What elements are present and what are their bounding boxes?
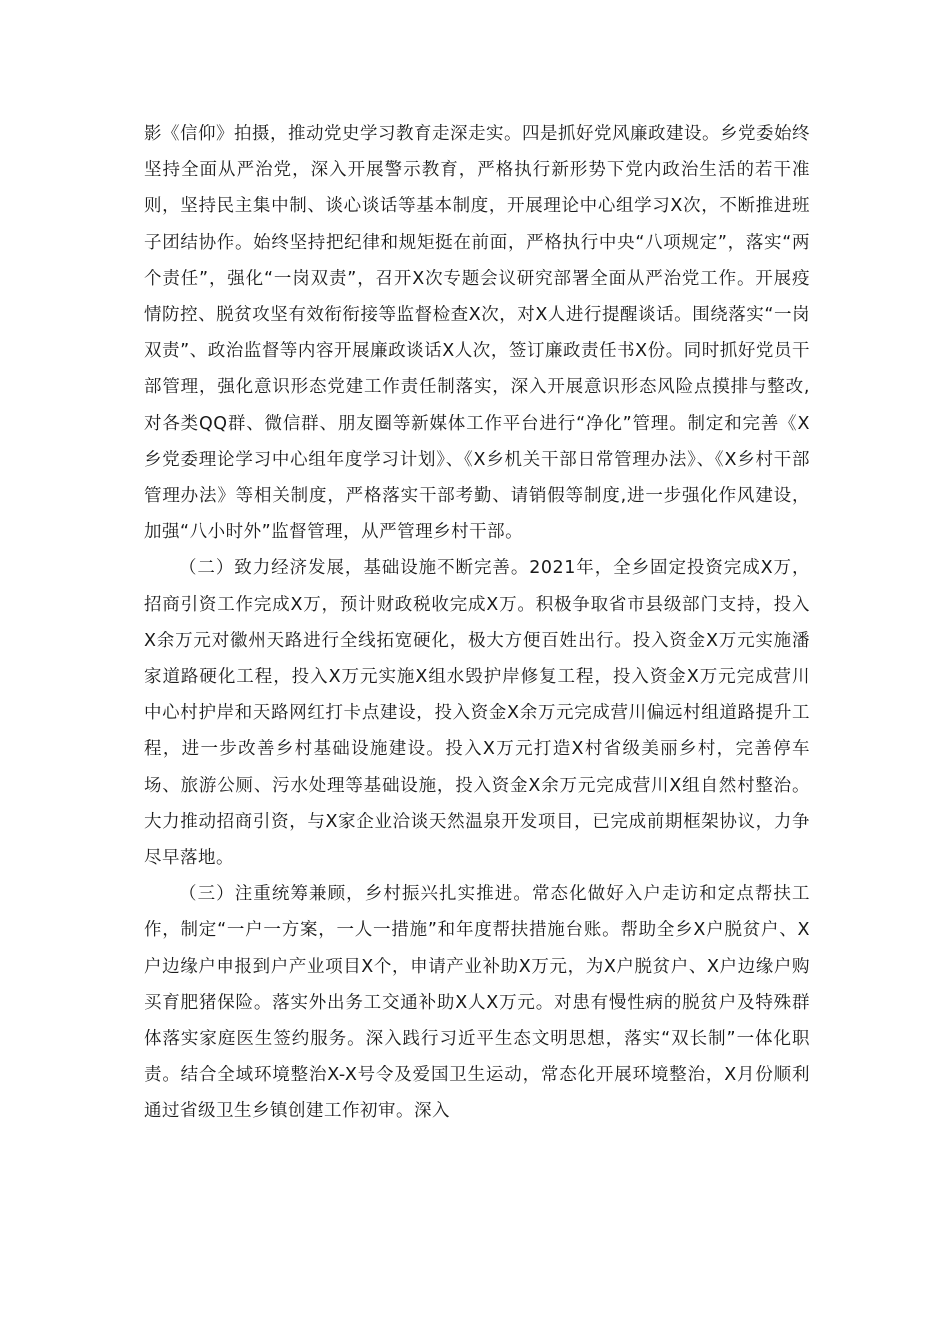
paragraph-economic-development: （二）致力经济发展，基础设施不断完善。2021年，全乡固定投资完成X万，招商引资工作完成X万，预计财政税收完成X万。积极争取省市县级部门支持，投入X余万元对徽州天路进行全线拓宽硬化，极大方便百姓出行。投入资金X万元实施潘家道路硬化工程，投入X万元实施X组水毁护岸修复工程，投入资金X万元完成营川中心村护岸和天路网红打卡点建设，投入资金X余万元完成营川偏远村组道路提升工程，进一步改善乡村基础设施建设。投入X万元打造X村省级美丽乡村，完善停车场、旅游公厕、污水处理等基础设施，投入资金X余万元完成营川X组自然村整治。大力推动招商引资，与X家企业洽谈天然温泉开发项目，已完成前期框架协议，力争尽早落地。 [144, 558, 810, 869]
paragraph-rural-revitalization: （三）注重统筹兼顾，乡村振兴扎实推进。常态化做好入户走访和定点帮扶工作，制定“一户一方案，一人一措施”和年度帮扶措施台账。帮助全乡X户脱贫户、X户边缘户申报到户产业项目X个，申请产业补助X万元，为X户脱贫户、X户边缘户购买育肥猪保险。落实外出务工交通补助X人X万元。对患有慢性病的脱贫户及特殊群体落实家庭医生签约服务。深入践行习近平生态文明思想，落实“双长制”一体化职责。结合全域环境整治X-X号令及爱国卫生运动，常态化开展环境整治，X月份顺利通过省级卫生乡镇创建工作初审。深入 [144, 884, 810, 1122]
body-text [144, 116, 810, 1130]
paragraph-party-conduct: 影《信仰》拍摄，推动党史学习教育走深走实。四是抓好党风廉政建设。乡党委始终坚持全面从严治党，深入开展警示教育，严格执行新形势下党内政治生活的若干准则，坚持民主集中制、谈心谈话等基本制度，开展理论中心组学习X次，不断推进班子团结协作。始终坚持把纪律和规矩挺在前面，严格执行中央“八项规定”，落实“两个责任”，强化“一岗双责”，召开X次专题会议研究部署全面从严治党工作。开展疫情防控、脱贫攻坚有效衔衔接等监督检查X次，对X人进行提醒谈话。围绕落实“一岗双责”、政治监督等内容开展廉政谈话X人次，签订廉政责任书X份。同时抓好党员干部管理，强化意识形态党建工作责任制落实，深入开展意识形态风险点摸排与整改,对各类QQ群、微信群、朋友圈等新媒体工作平台进行“净化”管理。制定和完善《X乡党委理论学习中心组年度学习计划》、《X乡机关干部日常管理办法》、《X乡村干部管理办法》等相关制度，严格落实干部考勤、请销假等制度,进一步强化作风建设，加强“八小时外”监督管理，从严管理乡村干部。 [144, 124, 810, 543]
